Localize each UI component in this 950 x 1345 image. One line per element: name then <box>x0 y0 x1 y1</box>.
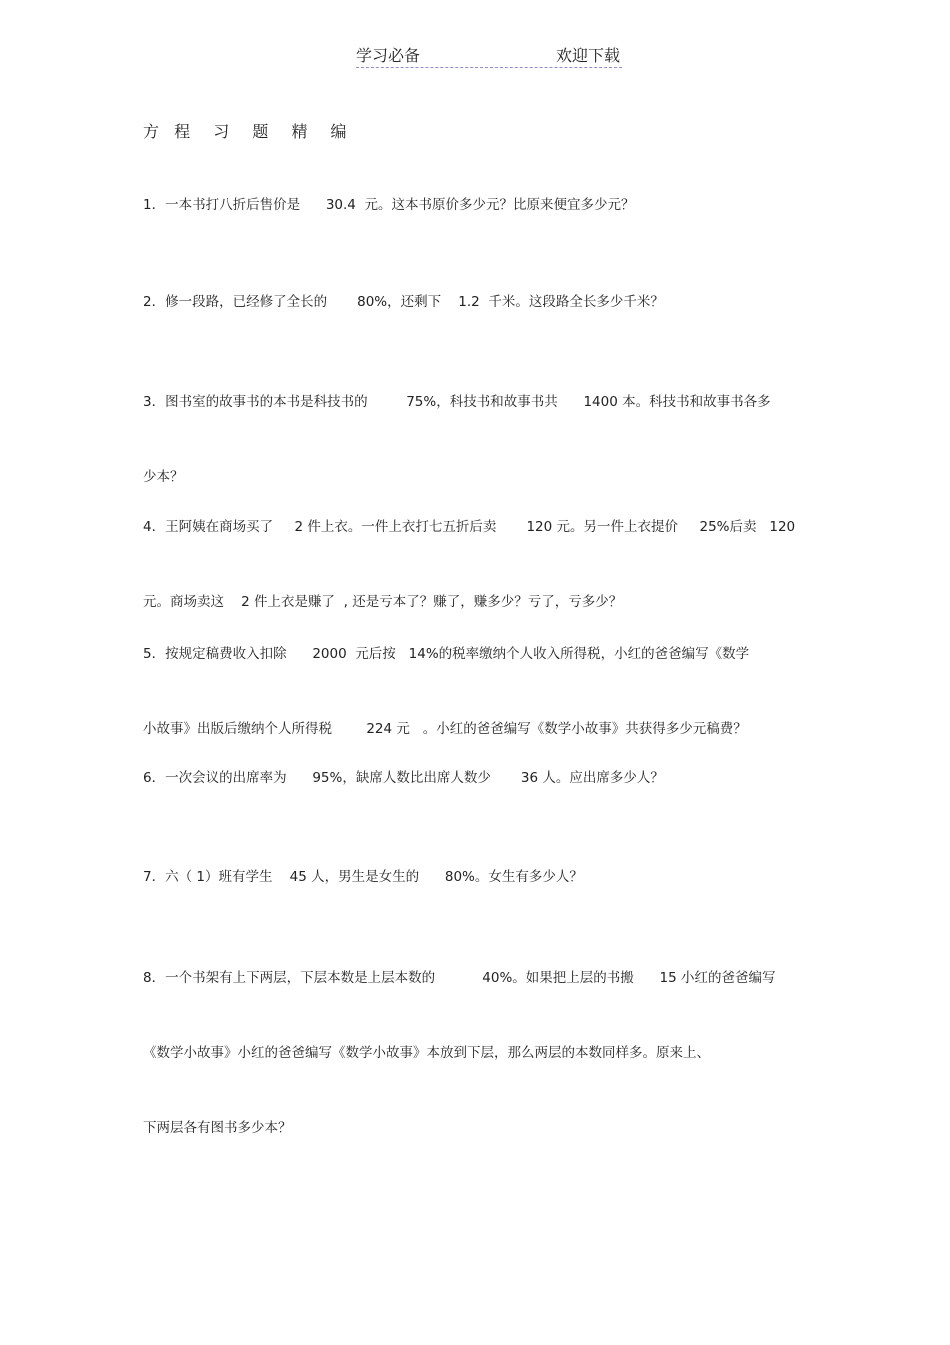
problem-2 <box>143 240 664 340</box>
problem-line: 下两层各有图书多少本？ <box>143 1120 292 1136</box>
problem-line: 8．一个书架有上下两层，下层本数是上层本数的 40%。如果把上层的书搬 15 小红的爸爸编写 <box>143 970 776 986</box>
title-char: 编 <box>330 122 347 141</box>
problem-line: 少本？ <box>143 469 184 485</box>
problem-1 <box>143 143 634 243</box>
problem-line: 小故事》出版后缴纳个人所得税 224 元 。小红的爸爸编写《数学小故事》共获得多少元稿费？ <box>143 721 747 737</box>
problem-line: 2．修一段路，已经修了全长的 80%，还剩下 1.2 千米。这段路全长多少千米？ <box>143 294 664 310</box>
problem-line: 4．王阿姨在商场买了 2 件上衣。一件上衣打七五折后卖 120 元。另一件上衣提价 25%后卖 120 <box>143 519 796 535</box>
problem-line: 3．图书室的故事书的本书是科技书的 75%，科技书和故事书共 1400 本。科技书和故事书各多 <box>143 394 771 410</box>
problem-line: 7．六（ 1）班有学生 45 人，男生是女生的 80%。女生有多少人？ <box>143 869 583 885</box>
title-char: 题 <box>252 122 269 141</box>
header-right-text: 欢迎下载 <box>555 46 620 65</box>
problem-line: 《数学小故事》小红的爸爸编写《数学小故事》本放到下层，那么两层的本数同样多。原来上、 <box>143 1045 710 1061</box>
title-char: 方 <box>143 122 160 141</box>
problem-line: 6．一次会议的出席率为 95%，缺席人数比出席人数少 36 人。应出席多少人？ <box>143 770 664 786</box>
document-title <box>143 119 357 142</box>
problem-6 <box>143 716 664 816</box>
title-char: 精 <box>291 122 308 141</box>
problem-line: 1．一本书打八折后售价是 30.4 元。这本书原价多少元？比原来便宜多少元？ <box>143 197 635 213</box>
problem-7 <box>143 815 583 915</box>
header-left-text: 学习必备 <box>356 46 421 65</box>
problem-line: 元。商场卖这 2 件上衣是赚了 , 还是亏本了？赚了，赚多少？亏了，亏多少？ <box>143 594 623 610</box>
page-header <box>356 41 622 68</box>
problem-8 <box>143 916 776 1166</box>
title-char: 程 <box>174 122 191 141</box>
title-char: 习 <box>213 122 230 141</box>
problem-line: 5．按规定稿费收入扣除 2000 元后按 14%的税率缴纳个人收入所得税，小红的爸爸编写《数学 <box>143 646 750 662</box>
